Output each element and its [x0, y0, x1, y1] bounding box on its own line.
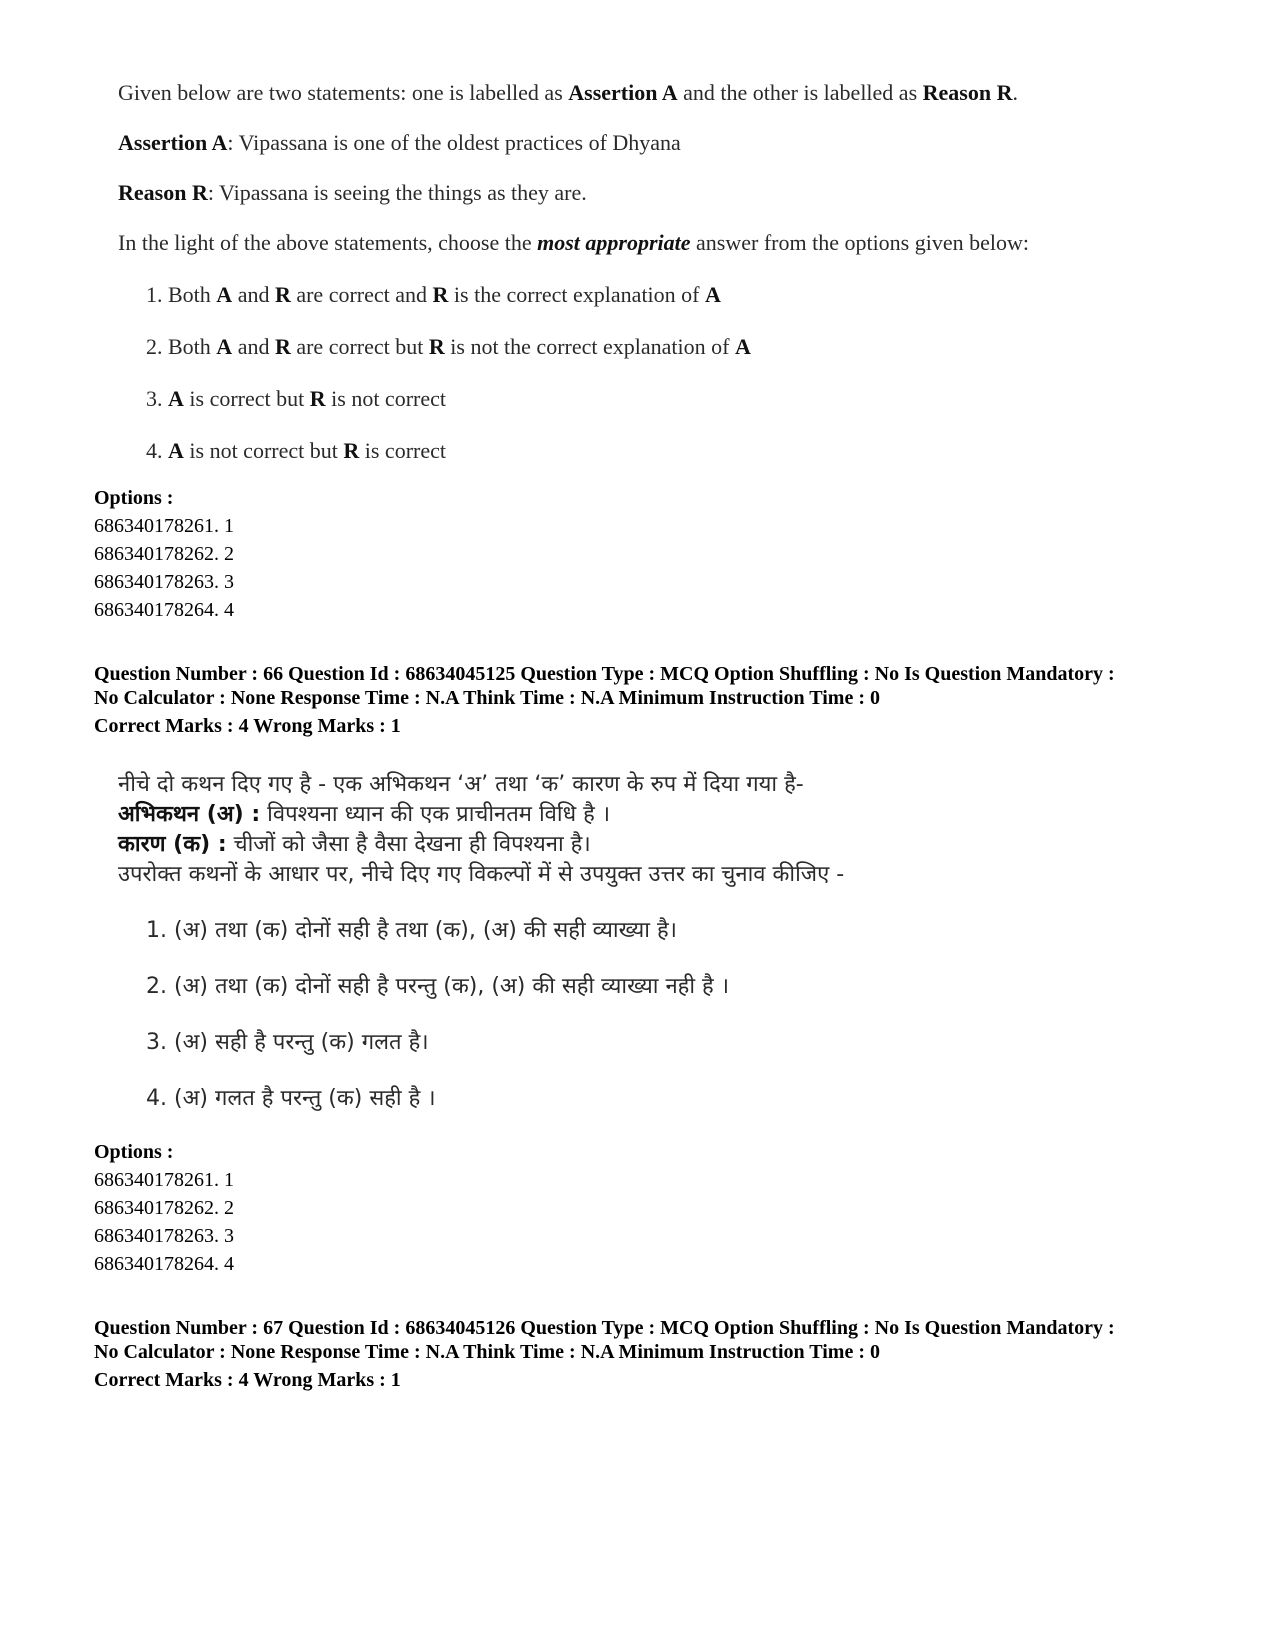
q65-intro-assertion: Assertion A [568, 80, 678, 105]
choice-text: is correct but [183, 386, 310, 411]
choice-text: is not correct but [183, 438, 344, 463]
q67-meta-line-2: No Calculator : None Response Time : N.A Think Time : N.A Minimum Instruction Time : 0 [94, 1341, 880, 1363]
choice-text: is the correct explanation of [448, 282, 705, 307]
q66-hindi-choice-1: 1. (अ) तथा (क) दोनों सही है तथा (क), (अ) की सही व्याख्या है। [146, 918, 677, 943]
choice-text: and [232, 334, 275, 359]
q66-hindi-intro: नीचे दो कथन दिए गए है - एक अभिकथन ‘अ’ तथा ‘क’ कारण के रुप में दिया गया है- [118, 772, 804, 797]
q65-choice-1 [146, 280, 721, 310]
q65-instruction [118, 228, 1029, 258]
choice-r: R [309, 386, 326, 411]
q66-hindi-reason-label: कारण (क) : [118, 832, 227, 857]
q66-hindi-assertion-text: विपश्यना ध्यान की एक प्राचीनतम विधि है । [260, 802, 611, 827]
choice-a: A [705, 282, 721, 307]
choice-text: and [232, 282, 275, 307]
q67-marks: Correct Marks : 4 Wrong Marks : 1 [94, 1369, 401, 1391]
q65-intro-reason: Reason R [922, 80, 1013, 105]
q66-options-label: Options : [94, 1141, 174, 1163]
choice-text: are correct and [290, 282, 433, 307]
choice-r: R [274, 282, 291, 307]
q65-intro-text-1: Given below are two statements: one is labelled as [118, 80, 569, 105]
q65-choice-4 [146, 436, 446, 466]
choice-a: A [734, 334, 751, 359]
choice-text: are correct but [290, 334, 429, 359]
q66-hindi-assertion-label: अभिकथन (अ) : [118, 802, 261, 827]
q65-assertion [118, 128, 681, 158]
q65-instruction-text-2: answer from the options given below: [690, 230, 1030, 255]
q65-options-label: Options : [94, 487, 174, 509]
choice-text: is correct [359, 438, 446, 463]
choice-a: A [216, 282, 233, 307]
q66-option-3[interactable]: 686340178263. 3 [94, 1225, 234, 1247]
choice-r: R [343, 438, 360, 463]
q65-option-4[interactable]: 686340178264. 4 [94, 599, 234, 621]
q66-option-2[interactable]: 686340178262. 2 [94, 1197, 234, 1219]
q65-instruction-text-1: In the light of the above statements, choose the [118, 230, 538, 255]
choice-a: A [168, 386, 184, 411]
q65-reason [118, 178, 587, 208]
q66-hindi-reason [118, 828, 591, 858]
q65-option-1[interactable]: 686340178261. 1 [94, 515, 234, 537]
q65-assertion-label: Assertion A [118, 130, 228, 155]
choice-number: 4. [146, 438, 168, 463]
choice-text: is not correct [325, 386, 446, 411]
q65-intro-text-2: and the other is labelled as [677, 80, 923, 105]
q66-hindi-choice-2: 2. (अ) तथा (क) दोनों सही है परन्तु (क), (अ) की सही व्याख्या नही है । [146, 974, 730, 999]
q66-marks: Correct Marks : 4 Wrong Marks : 1 [94, 715, 401, 737]
choice-r: R [274, 334, 291, 359]
choice-number: 3. [146, 386, 168, 411]
q66-hindi-instruction: उपरोक्त कथनों के आधार पर, नीचे दिए गए विकल्पों में से उपयुक्त उत्तर का चुनाव कीजिए - [118, 862, 845, 887]
q67-meta-line-1: Question Number : 67 Question Id : 68634045126 Question Type : MCQ Option Shuffling : No Is Question Mandatory : [94, 1317, 1115, 1339]
q66-meta-line-1: Question Number : 66 Question Id : 68634045125 Question Type : MCQ Option Shuffling : No Is Question Mandatory : [94, 663, 1115, 685]
choice-number: 1. Both [146, 282, 217, 307]
q66-option-1[interactable]: 686340178261. 1 [94, 1169, 234, 1191]
q66-hindi-reason-text: चीजों को जैसा है वैसा देखना ही विपश्यना है। [226, 832, 591, 857]
q65-intro [118, 78, 1018, 108]
q65-choice-3 [146, 384, 446, 414]
choice-text: is not the correct explanation of [444, 334, 735, 359]
q66-option-4[interactable]: 686340178264. 4 [94, 1253, 234, 1275]
choice-a: A [216, 334, 233, 359]
q66-hindi-assertion [118, 798, 610, 828]
q66-hindi-choice-3: 3. (अ) सही है परन्तु (क) गलत है। [146, 1030, 429, 1055]
q66-hindi-choice-4: 4. (अ) गलत है परन्तु (क) सही है । [146, 1086, 436, 1111]
q65-option-2[interactable]: 686340178262. 2 [94, 543, 234, 565]
choice-r: R [432, 282, 449, 307]
q66-meta-line-2: No Calculator : None Response Time : N.A Think Time : N.A Minimum Instruction Time : 0 [94, 687, 880, 709]
q65-option-3[interactable]: 686340178263. 3 [94, 571, 234, 593]
q65-reason-label: Reason R [118, 180, 208, 205]
q65-instruction-emphasis: most appropriate [537, 230, 691, 255]
q65-reason-text: : Vipassana is seeing the things as they are. [207, 180, 587, 205]
choice-number: 2. Both [146, 334, 217, 359]
q65-assertion-text: : Vipassana is one of the oldest practices of Dhyana [227, 130, 681, 155]
choice-r: R [428, 334, 445, 359]
q65-choice-2 [146, 332, 751, 362]
q65-intro-text-3: . [1012, 80, 1018, 105]
choice-a: A [168, 438, 184, 463]
